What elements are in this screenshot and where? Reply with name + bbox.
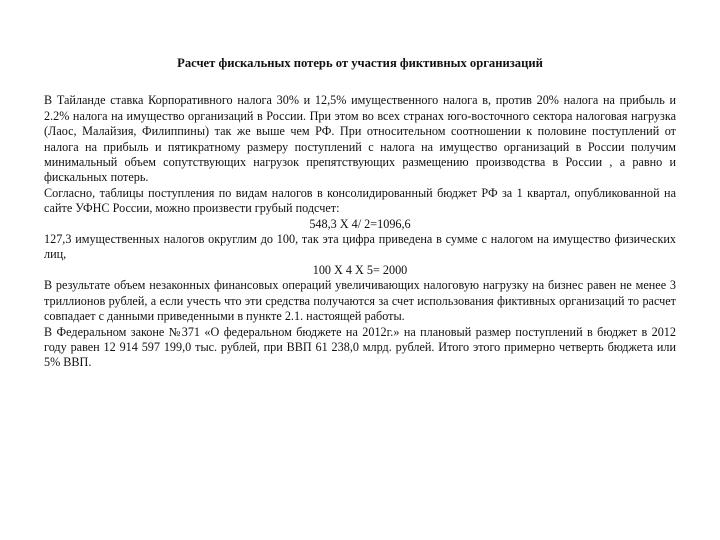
paragraph-federal-law: В Федеральном законе №371 «О федеральном бюджете на 2012г.» на плановый размер поступлений в бюджет в 2012 году равен 12 914 597 199,0 тыс. рублей, при ВВП 61 238,0 млрд. рублей. Итого этого примерно четверть бюджета или 5% ВВП. <box>44 324 676 370</box>
paragraph-tax-comparison: В Тайланде ставка Корпоративного налога 30% и 12,5% имущественного налога в, против 20% налога на прибыль и 2.2% налога на имущество организаций в России. При этом во всех странах юго-восточного сектора налоговая нагрузка (Лаос, Малайзия, Филиппины) так же выше чем РФ. При относительном соотношении к половине поступлений от налога на прибыль и пятикратному размеру поступлений с налога на имущество организаций в России получим минимальный объем сопутствующих нагрузок препятствующих размещению производства в России , а равно и фискальных потерь. <box>44 93 676 185</box>
paragraph-result: В результате объем незаконных финансовых операций увеличивающих налоговую нагрузку на бизнес равен не менее 3 триллионов рублей, а если учесть что эти средства получаются за счет использования фиктивных организаций то расчет совпадает с данными приведенными в пункте 2.1. настоящей работы. <box>44 278 676 324</box>
formula-profit-tax: 548,3 Х 4/ 2=1096,6 <box>309 216 411 231</box>
document-title: Расчет фискальных потерь от участия фиктивных организаций <box>177 56 543 70</box>
formula-property-tax: 100 Х 4 Х 5= 2000 <box>312 262 408 277</box>
paragraph-property-tax: 127,3 имущественных налогов округлим до 100, так эта цифра приведена в сумме с налогом на имущество физических лиц, <box>44 232 676 262</box>
paragraph-calculation-intro: Согласно, таблицы поступления по видам налогов в консолидированный бюджет РФ за 1 квартал, опубликованной на сайте УФНС России, можно произвести грубый подсчет: <box>44 185 676 216</box>
